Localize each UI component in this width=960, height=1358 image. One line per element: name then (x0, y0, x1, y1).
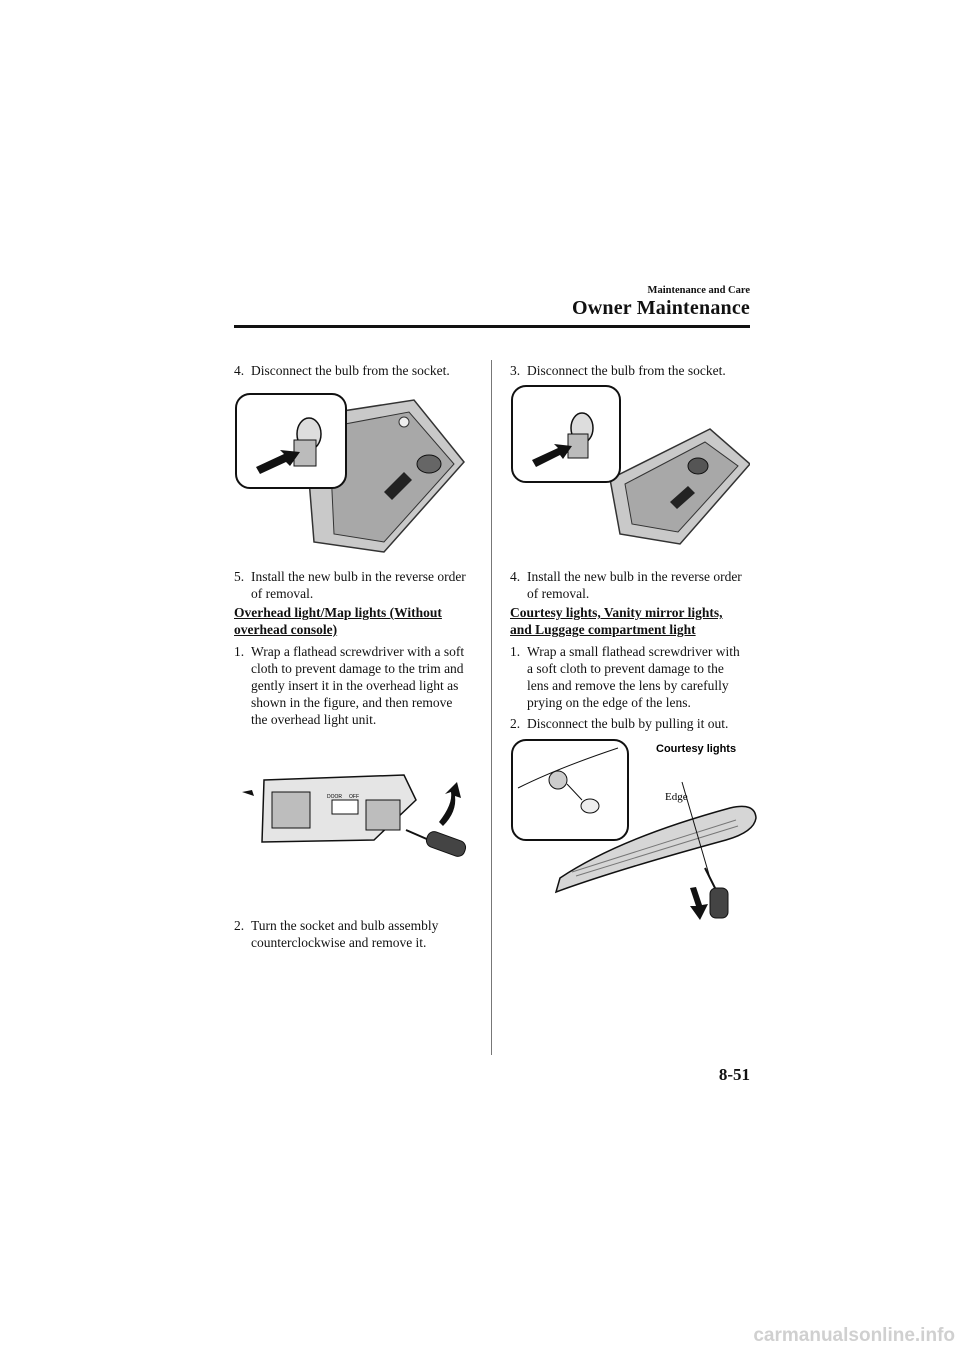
bulb-socket-icon (688, 458, 708, 474)
step-text-cont: prying on the edge of the lens. (527, 695, 691, 710)
step-3-right (510, 362, 760, 379)
subheading-overhead-light (234, 604, 484, 638)
step-text: Wrap a flathead screwdriver with a soft (251, 644, 465, 659)
step-number: 4. (234, 363, 245, 378)
step-4-right (510, 568, 760, 602)
subheading-courtesy-lights (510, 604, 760, 638)
step-text-cont: shown in the figure, and then remove (251, 695, 453, 710)
step-text: Wrap a small flathead screwdriver with (527, 644, 740, 659)
detail-inset (512, 740, 628, 840)
step-5-left (234, 568, 484, 602)
figure-label-courtesy-lights: Courtesy lights (656, 743, 737, 755)
detail-inset (512, 386, 620, 482)
overhead-light-illustration (234, 760, 484, 880)
step-number: 1. (510, 644, 521, 659)
step-text: Install the new bulb in the reverse order (527, 569, 742, 584)
switch-label-door: DOOR (327, 794, 342, 800)
step-4-left (234, 362, 484, 379)
direction-arrow-icon (242, 790, 254, 796)
step-text: Disconnect the bulb from the socket. (527, 363, 726, 378)
subheading-line: and Luggage compartment light (510, 622, 696, 637)
switch-icon (332, 800, 358, 814)
bulb-socket-icon (417, 455, 441, 473)
screw-icon (399, 417, 409, 427)
section-label: Maintenance and Care (647, 285, 750, 296)
lens-right (366, 800, 400, 830)
bulb-socket-illustration-right (510, 384, 750, 554)
bulb-socket-icon (549, 771, 567, 789)
subheading-line: overhead console) (234, 622, 338, 637)
screwdriver-icon (424, 830, 467, 859)
page-number: 8-51 (718, 1065, 750, 1084)
step-text: Disconnect the bulb from the socket. (251, 363, 450, 378)
step-number: 1. (234, 644, 245, 659)
courtesy-light-illustration (510, 738, 760, 920)
step-number: 5. (234, 569, 245, 584)
step-text-cont: of removal. (527, 586, 590, 601)
step-text-cont: the overhead light unit. (251, 712, 377, 727)
step-number: 3. (510, 363, 521, 378)
step-number: 2. (510, 716, 521, 731)
step-1-left (234, 643, 489, 728)
screwdriver-icon (710, 888, 728, 918)
watermark: carmanualsonline.info (753, 1325, 955, 1346)
step-text-cont: gently insert it in the overhead light as (251, 678, 459, 693)
subheading-line: Overhead light/Map lights (Without (234, 605, 442, 620)
detail-inset (236, 394, 346, 488)
step-text: Turn the socket and bulb assembly (251, 918, 439, 933)
step-text-cont: counterclockwise and remove it. (251, 935, 427, 950)
lens-left (272, 792, 310, 828)
step-2-right (510, 715, 760, 732)
pry-arrow-icon (439, 782, 461, 826)
step-text: Install the new bulb in the reverse order (251, 569, 466, 584)
pry-arrow-icon (690, 887, 708, 920)
column-divider (491, 360, 492, 1055)
step-1-right (510, 643, 760, 711)
header-rule (234, 325, 750, 328)
bulb-socket-illustration-left (234, 392, 474, 560)
figure-label-edge: Edge (665, 791, 688, 803)
step-text: Disconnect the bulb by pulling it out. (527, 716, 729, 731)
switch-label-off: OFF (349, 794, 359, 800)
step-2-left (234, 917, 489, 951)
step-number: 4. (510, 569, 521, 584)
step-text-cont: of removal. (251, 586, 314, 601)
step-text-cont: a soft cloth to prevent damage to the (527, 661, 724, 676)
step-text-cont: cloth to prevent damage to the trim and (251, 661, 464, 676)
step-number: 2. (234, 918, 245, 933)
bulb-icon (581, 799, 599, 813)
screwdriver-shaft (406, 830, 429, 840)
page-title: Owner Maintenance (571, 297, 750, 319)
step-text-cont: lens and remove the lens by carefully (527, 678, 729, 693)
subheading-line: Courtesy lights, Vanity mirror lights, (510, 605, 723, 620)
